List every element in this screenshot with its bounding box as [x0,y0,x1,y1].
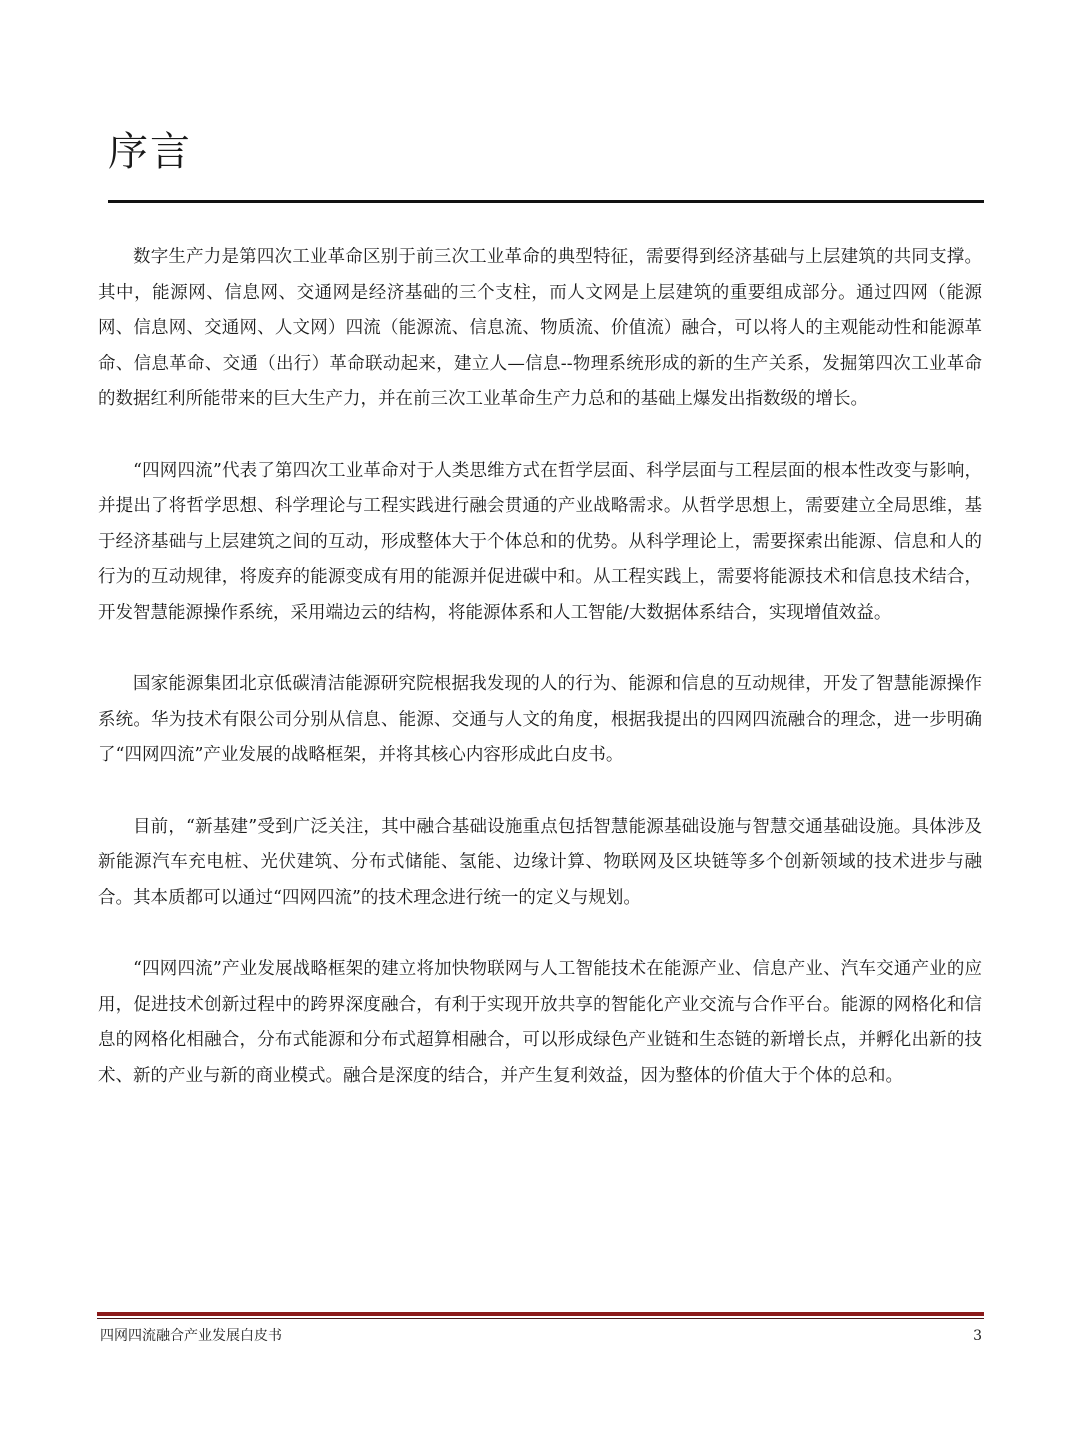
footer-divider [97,1318,984,1319]
paragraph-4: 目前，“新基建”受到广泛关注，其中融合基础设施重点包括智慧能源基础设施与智慧交通基础设施。具体涉及新能源汽车充电桩、光伏建筑、分布式储能、氢能、边缘计算、物联网及区块链等多个创新领域的技术进步与融合。其本质都可以通过“四网四流”的技术理念进行统一的定义与规划。 [98,816,982,908]
page-title: 序言 [108,129,192,175]
footer-doc-title: 四网四流融合产业发展白皮书 [100,1328,282,1344]
paragraph-5: “四网四流”产业发展战略框架的建立将加快物联网与人工智能技术在能源产业、信息产业、汽车交通产业的应用，促进技术创新过程中的跨界深度融合，有利于实现开放共享的智能化产业交流与合作平台。能源的网格化和信息的网格化相融合，分布式能源和分布式超算相融合，可以形成绿色产业链和生态链的新增长点，并孵化出新的技术、新的产业与新的商业模式。融合是深度的结合，并产生复利效益，因为整体的价值大于个体的总和。 [98,959,982,1086]
paragraph-3: 国家能源集团北京低碳清洁能源研究院根据我发现的人的行为、能源和信息的互动规律，开发了智慧能源操作系统。华为技术有限公司分别从信息、能源、交通与人文的角度，根据我提出的四网四流融合的理念，进一步明确了“四网四流”产业发展的战略框架，并将其核心内容形成此白皮书。 [98,674,982,765]
page-number: 3 [973,1328,982,1344]
paragraph-1: 数字生产力是第四次工业革命区别于前三次工业革命的典型特征，需要得到经济基础与上层建筑的共同支撑。其中，能源网、信息网、交通网是经济基础的三个支柱，而人文网是上层建筑的重要组成部分。通过四网（能源网、信息网、交通网、人文网）四流（能源流、信息流、物质流、价值流）融合，可以将人的主观能动性和能源革命、信息革命、交通（出行）革命联动起来，建立人—信息--物理系统形成的新的生产关系，发掘第四次工业革命的数据红利所能带来的巨大生产力，并在前三次工业革命生产力总和的基础上爆发出指数级的增长。 [98,247,982,409]
preface-body [98,240,982,1130]
title-divider [108,200,984,203]
paragraph-2: “四网四流”代表了第四次工业革命对于人类思维方式在哲学层面、科学层面与工程层面的根本性改变与影响，并提出了将哲学思想、科学理论与工程实践进行融会贯通的产业战略需求。从哲学思想上，需要建立全局思维，基于经济基础与上层建筑之间的互动，形成整体大于个体总和的优势。从科学理论上，需要探索出能源、信息和人的行为的互动规律，将废弃的能源变成有用的能源并促进碳中和。从工程实践上，需要将能源技术和信息技术结合，开发智慧能源操作系统，采用端边云的结构，将能源体系和人工智能/大数据体系结合，实现增值效益。 [98,460,982,623]
footer-divider-accent [97,1312,984,1316]
